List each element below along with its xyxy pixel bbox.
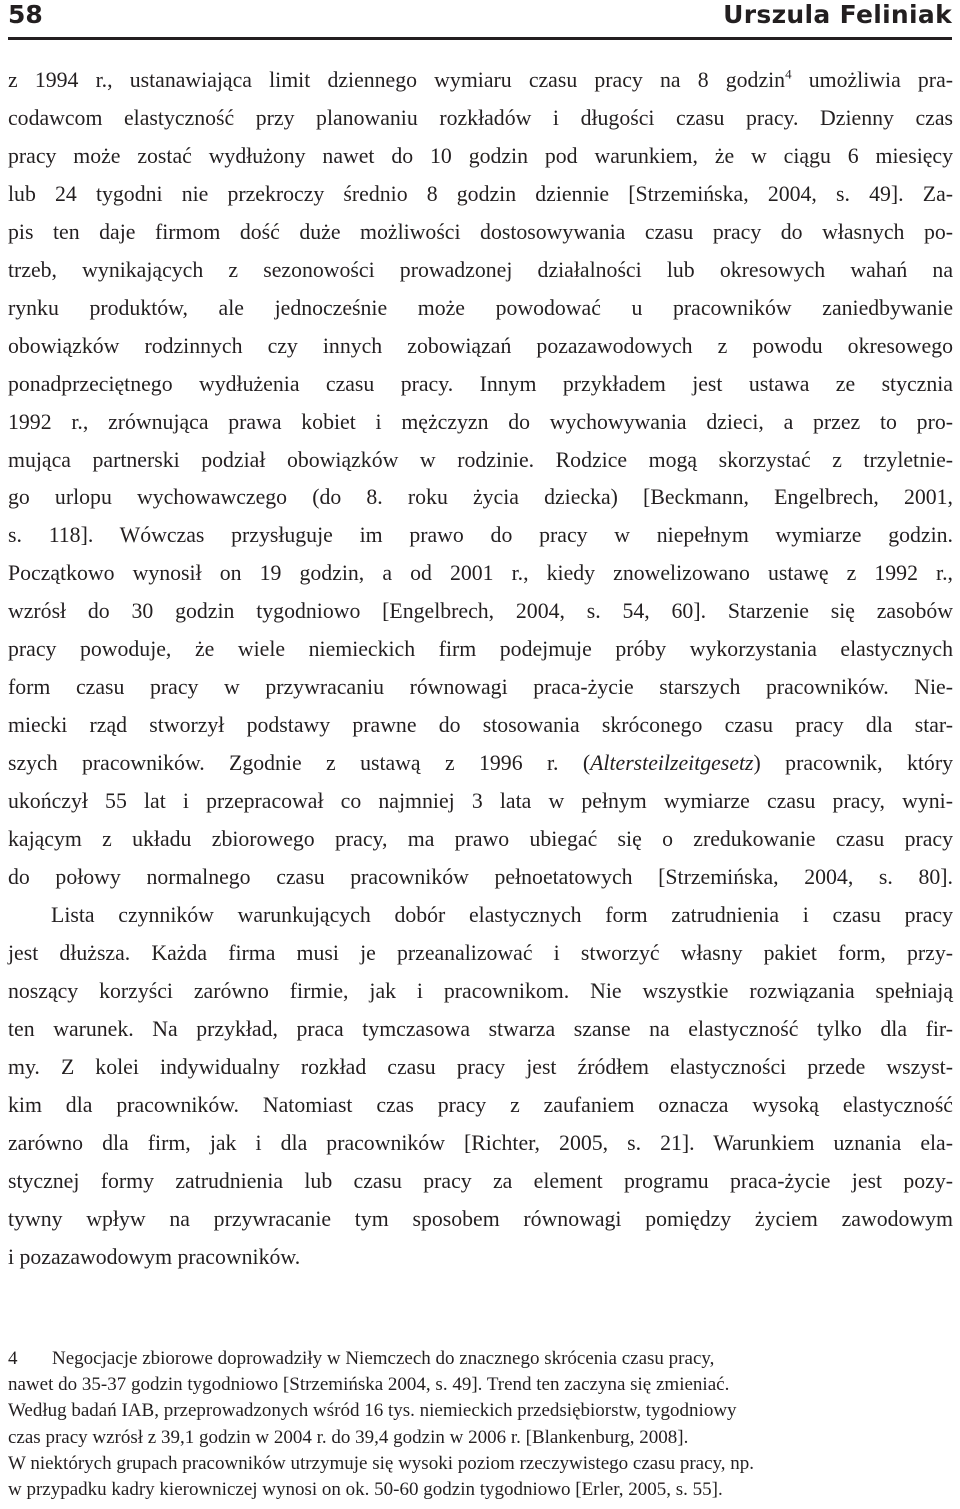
footnote bbox=[8, 1346, 953, 1503]
text-line: s. 118]. Wówczas przysługuje im prawo do pracy w niepełnym wymiarze godzin. bbox=[8, 523, 953, 548]
text-line: do połowy normalnego czasu pracowników pełnoetatowych [Strzemińska, 2004, s. 80]. bbox=[8, 865, 953, 890]
text-line: ponadprzeciętnego wydłużenia czasu pracy. Innym przykładem jest ustawa ze stycznia bbox=[8, 371, 953, 396]
text-line: tywny wpływ na przywracanie tym sposobem równowagi pomiędzy życiem zawodowym bbox=[8, 1206, 953, 1231]
paragraph-1 bbox=[8, 62, 953, 897]
text-line: go urlopu wychowawczego (do 8. roku życia dziecka) [Beckmann, Engelbrech, 2001, bbox=[8, 485, 953, 510]
text-line: mująca partnerski podział obowiązków w rodzinie. Rodzice mogą skorzystać z trzyletnie- bbox=[8, 447, 953, 472]
footnote-line: Według badań IAB, przeprowadzonych wśród 16 tys. niemieckich przedsiębiorstw, tygodniowy bbox=[8, 1400, 737, 1422]
text-line: z 1994 r., ustanawiająca limit dziennego wymiaru czasu pracy na 8 godzin$^4$ umożliwia pra- bbox=[8, 66, 954, 92]
footnote-reference[interactable]: 4 bbox=[785, 66, 792, 82]
text-line: obowiązków rodzinnych czy innych zobowiązań pozazawodowych z powodu okresowego bbox=[8, 333, 953, 358]
footnote-line: czas pracy wzrósł z 39,1 godzin w 2004 r. do 39,4 godzin w 2006 r. [Blankenburg, 2008]. bbox=[8, 1426, 689, 1448]
header-rule bbox=[8, 37, 952, 40]
text-line: codawcom elastyczność przy planowaniu rozkładów i długości czasu pracy. Dzienny czas bbox=[8, 105, 953, 130]
text-line: ukończył 55 lat i przepracował co najmniej 3 lata w pełnym wymiarze czasu pracy, wyni- bbox=[8, 789, 953, 814]
text-line: miecki rząd stworzył podstawy prawne do stosowania skróconego czasu pracy dla star- bbox=[8, 713, 953, 738]
body-text bbox=[8, 62, 953, 1277]
footnote-number: 4 bbox=[8, 1348, 18, 1369]
text-line: 1992 r., zrównująca prawa kobiet i mężczyzn do wychowywania dzieci, a przez to pro- bbox=[8, 409, 953, 434]
footnote-line: nawet do 35-37 godzin tygodniowo [Strzemińska 2004, s. 49]. Trend ten zaczyna się zmieniać. bbox=[8, 1374, 730, 1396]
text-line: jest dłuższa. Każda firma musi je przeanalizować i stworzyć własny pakiet form, przy- bbox=[8, 940, 953, 965]
text-line: Początkowo wynosił on 19 godzin, a od 2001 r., kiedy znowelizowano ustawę z 1992 r., bbox=[8, 561, 953, 586]
text-line: my. Z kolei indywidualny rozkład czasu pracy jest źródłem elastyczności przede wszyst- bbox=[8, 1054, 953, 1079]
text-line: ten warunek. Na przykład, praca tymczasowa stwarza szanse na elastyczność tylko dla fir- bbox=[8, 1016, 953, 1041]
page-number: 58 bbox=[8, 0, 43, 29]
running-header bbox=[0, 0, 960, 44]
text-line: rynku produktów, ale jednocześnie może powodować u pracowników zaniedbywanie bbox=[8, 295, 953, 320]
text-line: lub 24 tygodni nie przekroczy średnio 8 godzin dziennie [Strzemińska, 2004, s. 49]. Za- bbox=[8, 181, 953, 206]
text-line: pis ten daje firmom dość duże możliwości dostosowywania czasu pracy do własnych po- bbox=[8, 219, 953, 244]
running-head-author: Urszula Feliniak bbox=[723, 0, 952, 29]
text-line: i pozazawodowym pracowników. bbox=[8, 1244, 301, 1269]
footnote-line: 4 Negocjacje zbiorowe doprowadziły w Niemczech do znacznego skrócenia czasu pracy, bbox=[8, 1346, 953, 1372]
statute-name: Altersteilzeitgesetz bbox=[590, 751, 754, 776]
text-line: stycznej formy zatrudnienia lub czasu pracy za element programu praca-życie jest pozy- bbox=[8, 1168, 953, 1193]
text-line: form czasu pracy w przywracaniu równowagi praca-życie starszych pracowników. Nie- bbox=[8, 675, 953, 700]
text-line: szych pracowników. Zgodnie z ustawą z 1996 r. (Altersteilzeitgesetz) pracownik, który bbox=[8, 751, 953, 776]
text-line: pracy powoduje, że wiele niemieckich firm podejmuje próby wykorzystania elastycznych bbox=[8, 637, 953, 662]
paragraph-2 bbox=[8, 897, 953, 1277]
text-line: trzeb, wynikających z sezonowości prowadzonej działalności lub okresowych wahań na bbox=[8, 257, 953, 282]
footnote-line: w przypadku kadry kierowniczej wynosi on ok. 50-60 godzin tygodniowo [Erler, 2005, s. 55]. bbox=[8, 1479, 723, 1501]
text-line: kającym z układu zbiorowego pracy, ma prawo ubiegać się o zredukowanie czasu pracy bbox=[8, 827, 953, 852]
text-line: noszący korzyści zarówno firmie, jak i pracownikom. Nie wszystkie rozwiązania spełniają bbox=[8, 978, 953, 1003]
text-line: kim dla pracowników. Natomiast czas pracy z zaufaniem oznacza wysoką elastyczność bbox=[8, 1092, 953, 1117]
footnote-line: W niektórych grupach pracowników utrzymuje się wysoki poziom rzeczywistego czasu pracy, np. bbox=[8, 1452, 755, 1474]
text-line: Lista czynników warunkujących dobór elastycznych form zatrudnienia i czasu pracy bbox=[51, 902, 953, 927]
text-line: wzrósł do 30 godzin tygodniowo [Engelbrech, 2004, s. 54, 60]. Starzenie się zasobów bbox=[8, 599, 953, 624]
text-line: pracy może zostać wydłużony nawet do 10 godzin pod warunkiem, że w ciągu 6 miesięcy bbox=[8, 143, 953, 168]
text-line: zarówno dla firm, jak i dla pracowników [Richter, 2005, s. 21]. Warunkiem uznania ela- bbox=[8, 1130, 953, 1155]
